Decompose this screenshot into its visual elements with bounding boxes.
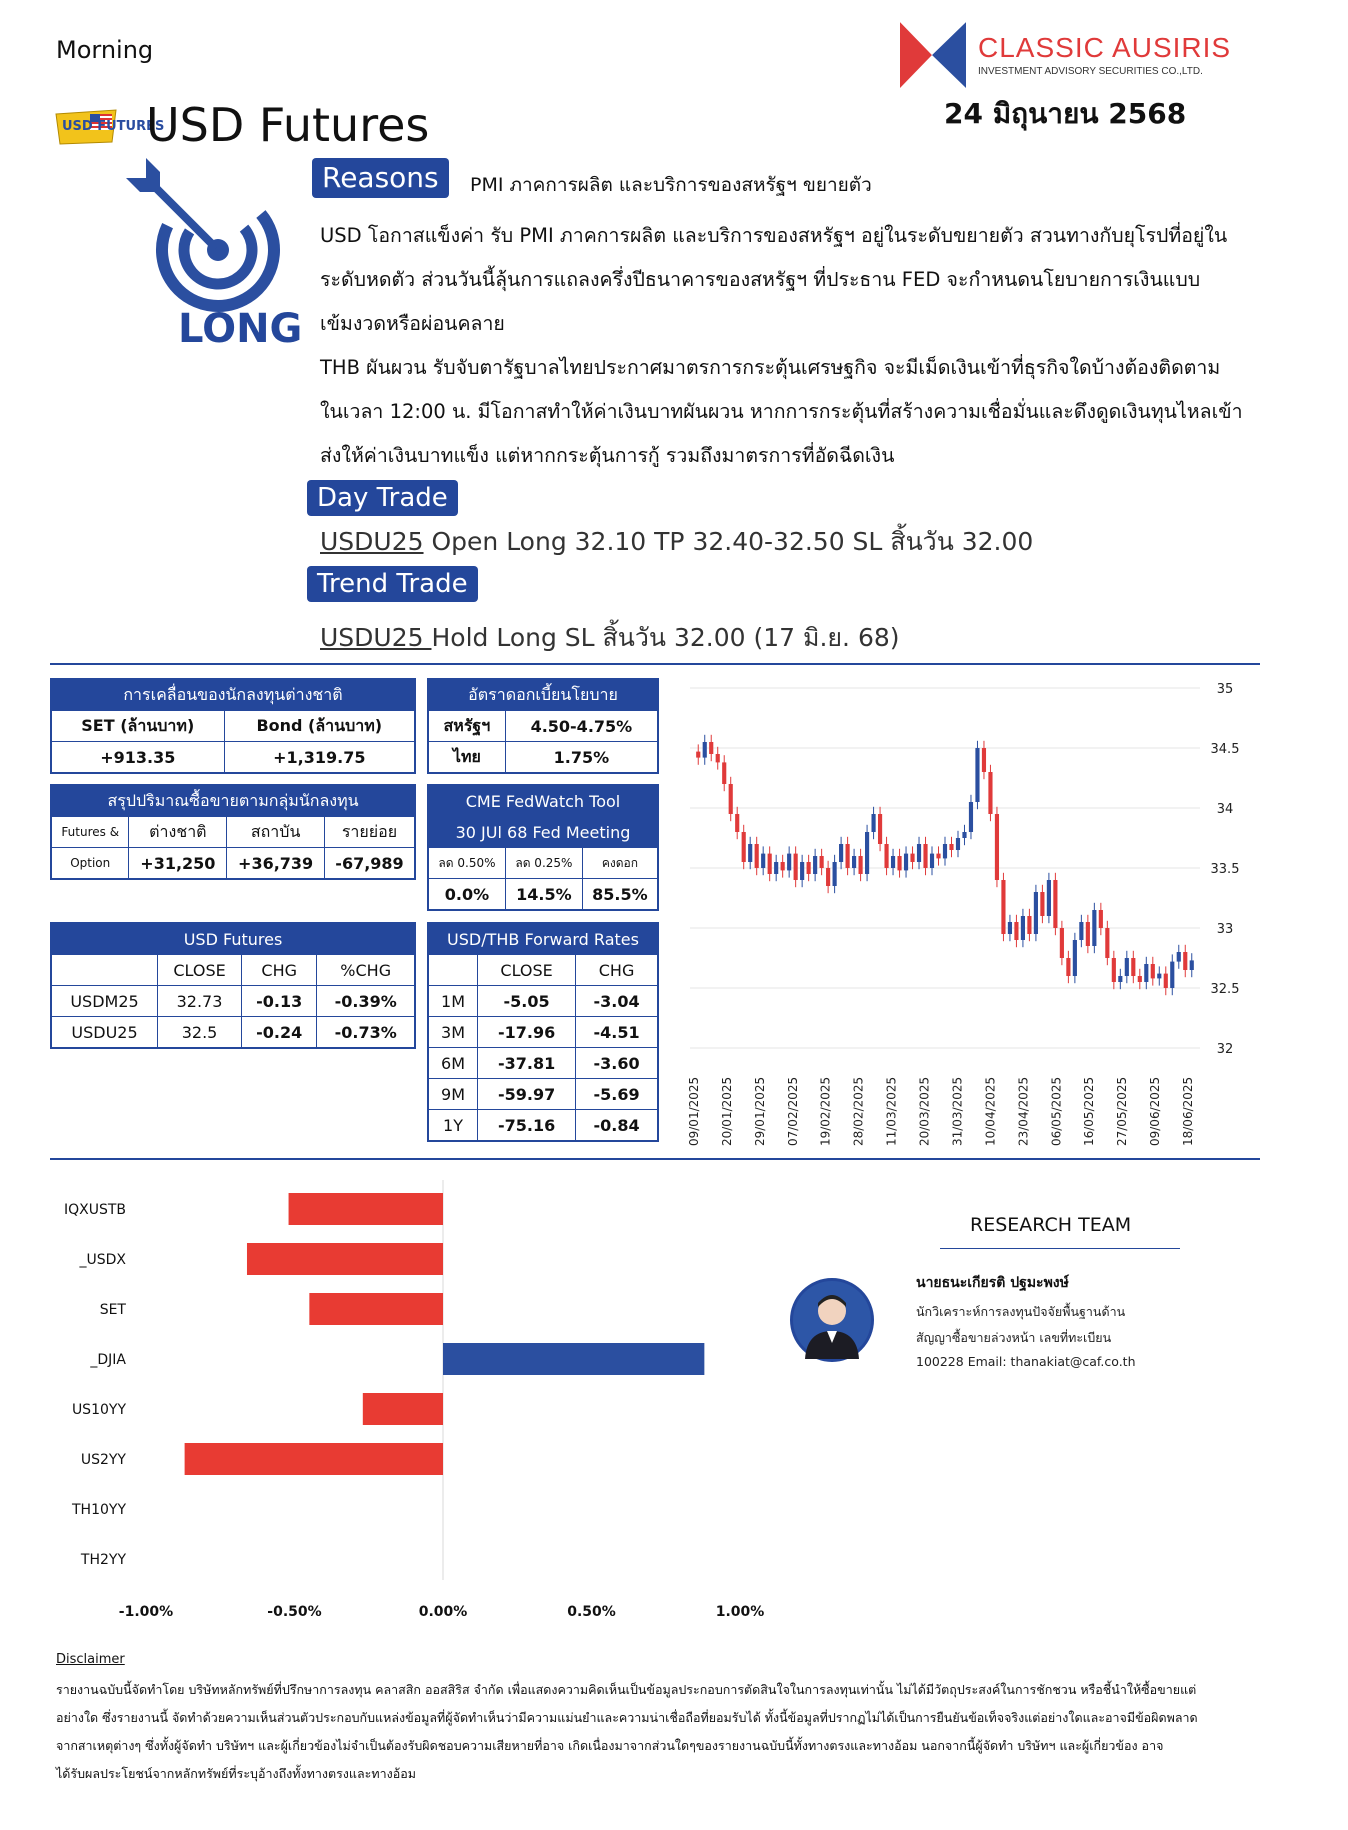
reasons-line: ส่งให้ค่าเงินบาทแข็ง แต่หากกระตุ้นการกู้ รวมถึงมาตรการที่อัดฉีดเงิน <box>320 444 895 467</box>
candle-body <box>833 862 837 886</box>
avatar <box>790 1278 874 1362</box>
candle-body <box>1138 976 1142 982</box>
table-cell: +36,739 <box>227 848 325 880</box>
table-title: การเคลื่อนของนักลงทุนต่างชาติ <box>51 679 415 711</box>
disclaimer-line: ได้รับผลประโยชน์จากหลักทรัพย์ที่ระบุอ้างถึงทั้งทางตรงและทางอ้อม <box>56 1766 416 1781</box>
bar-category-label: US10YY <box>71 1402 126 1418</box>
target-arrow-icon <box>126 158 276 308</box>
x-tick-label: 0.50% <box>567 1604 616 1620</box>
candle-body <box>839 844 843 862</box>
forward-rates-table <box>427 922 659 1142</box>
reasons-line: USD โอกาสแข็งค่า รับ PMI ภาคการผลิต และบริการของสหรัฐฯ อยู่ในระดับขยายตัว สวนทางกับยุโรปที่อยู่ใน <box>320 224 1228 247</box>
x-tick-label: 10/04/2025 <box>983 1076 998 1146</box>
table-cell: 32.73 <box>158 986 242 1017</box>
candle-body <box>1001 880 1005 934</box>
reasons-line: ระดับหดตัว ส่วนวันนี้ลุ้นการแถลงครึ่งปีธนาคารของสหรัฐฯ ที่ประธาน FED จะกำหนดนโยบายการเงินแบบ <box>320 268 1201 291</box>
table-title: อัตราดอกเบี้ยนโยบาย <box>428 679 658 711</box>
bar <box>363 1393 443 1425</box>
table-cell: -5.69 <box>576 1079 658 1110</box>
candle-body <box>1040 892 1044 916</box>
day-trade-line <box>320 522 1033 562</box>
table-cell: -4.51 <box>576 1017 658 1048</box>
table-cell: +31,250 <box>129 848 227 880</box>
table-cell: -0.39% <box>317 986 415 1017</box>
col-header: Bond (ล้านบาท) <box>224 711 415 742</box>
reasons-line: THB ผันผวน รับจับตารัฐบาลไทยประกาศมาตรการกระตุ้นเศรษฐกิจ จะมีเม็ดเงินเข้าที่ธุรกิจใดบ้างต้องติดตาม <box>320 356 1221 379</box>
table-row <box>428 986 658 1017</box>
research-title: RESEARCH TEAM <box>970 1214 1132 1236</box>
table-row <box>428 1110 658 1142</box>
candle-body <box>787 854 791 871</box>
col-header: CHG <box>576 955 658 986</box>
x-tick-label: 23/04/2025 <box>1016 1076 1031 1146</box>
trend-trade-tag: Trend Trade <box>307 566 478 602</box>
candle-body <box>1112 958 1116 982</box>
candle-body <box>1157 974 1161 979</box>
table-cell: 4.50-4.75% <box>505 711 658 742</box>
candle-body <box>865 832 869 874</box>
table-cell: 85.5% <box>582 879 658 911</box>
candle-body <box>1131 958 1135 976</box>
row-label: Option <box>51 848 129 880</box>
candle-body <box>1092 910 1096 946</box>
table-title: USD/THB Forward Rates <box>428 923 658 955</box>
candlestick-chart-svg <box>680 668 1240 1164</box>
bar <box>185 1443 443 1475</box>
page-title: USD Futures <box>146 98 430 152</box>
row-label: USDU25 <box>51 1017 158 1049</box>
bar-category-label: _USDX <box>79 1252 126 1268</box>
candle-body <box>768 854 772 874</box>
row-label: USDM25 <box>51 986 158 1017</box>
table-row <box>428 1017 658 1048</box>
candle-body <box>755 844 759 868</box>
x-tick-label: 19/02/2025 <box>818 1076 833 1146</box>
candle-body <box>1118 976 1122 982</box>
disclaimer-line: จากสาเหตุต่างๆ ซึ่งทั้งผู้จัดทำ บริษัทฯ และผู้เกี่ยวข้องไม่จำเป็นต้องรับผิดชอบความเสียหายที่อาจ เกิดเนื่องมาจากส่วนใดๆของรายงานฉบับนี้ทั้งทางตรงและทางอ้อม นอกจากนี้ผู้จัดทำ บริษัทฯ และผู้เกี่ยวข้อง อาจ <box>56 1738 1164 1753</box>
row-label: ไทย <box>428 742 505 774</box>
candle-body <box>884 844 888 868</box>
candle-body <box>716 754 720 762</box>
x-tick-label: 09/06/2025 <box>1148 1076 1163 1146</box>
y-tick-label: 33.5 <box>1210 862 1240 877</box>
candle-body <box>1170 962 1174 988</box>
x-tick-label: -1.00% <box>118 1604 174 1620</box>
candle-body <box>722 762 726 784</box>
analyst-license: สัญญาซื้อขายล่วงหน้า เลขที่ทะเบียน <box>916 1330 1112 1345</box>
candle-body <box>1034 892 1038 934</box>
candle-body <box>742 832 746 862</box>
col-header: CLOSE <box>478 955 576 986</box>
x-tick-label: 29/01/2025 <box>752 1076 767 1146</box>
row-label: 3M <box>428 1017 478 1048</box>
x-tick-label: 27/05/2025 <box>1115 1076 1130 1146</box>
table-cell: 1.75% <box>505 742 658 774</box>
y-tick-label: 32.5 <box>1210 982 1240 997</box>
disclaimer-line: อย่างใด ซึ่งรายงานนี้ จัดทำด้วยความเห็นส่วนตัวประกอบกับแหล่งข้อมูลที่ผู้จัดทำเห็นว่ามีความแม่นยำและความน่าเชื่อถือที่ยอมรับได้ ทั้งนี้ข้อมูลที่ปรากฏไม่ได้เป็นการยืนยันข้อเท็จจริงแต่อย่างใดและอาจมีข้อผิดพลาด <box>56 1710 1198 1725</box>
x-tick-label: 07/02/2025 <box>785 1076 800 1146</box>
price-chart <box>680 668 1240 1164</box>
candle-body <box>975 748 979 802</box>
table-row <box>51 986 415 1017</box>
candle-body <box>923 844 927 868</box>
x-tick-label: 06/05/2025 <box>1049 1076 1064 1146</box>
analyst-name: นายธนะเกียรติ ปฐมะพงษ์ <box>916 1275 1069 1291</box>
divider <box>50 663 1260 665</box>
candle-body <box>794 854 798 880</box>
candle-body <box>1164 974 1168 988</box>
candle-body <box>826 868 830 886</box>
candle-body <box>1073 940 1077 976</box>
fedwatch-table <box>427 784 659 911</box>
candle-body <box>1021 916 1025 940</box>
trend-trade-text: Hold Long SL สิ้นวัน 32.00 (17 มิ.ย. 68) <box>431 623 900 652</box>
candle-body <box>1086 922 1090 946</box>
bar-category-label: US2YY <box>80 1452 126 1468</box>
x-tick-label: 09/01/2025 <box>687 1076 701 1146</box>
x-tick-label: 20/01/2025 <box>719 1076 734 1146</box>
x-tick-label: 1.00% <box>715 1604 765 1620</box>
candle-body <box>1047 880 1051 916</box>
candle-body <box>703 742 707 758</box>
report-date: 24 มิถุนายน 2568 <box>944 97 1187 130</box>
candle-body <box>709 742 713 754</box>
table-cell: -75.16 <box>478 1110 576 1142</box>
table-cell: -17.96 <box>478 1017 576 1048</box>
col-header: CLOSE <box>158 955 242 986</box>
table-row <box>428 1079 658 1110</box>
candle-body <box>774 862 778 874</box>
disclaimer-text <box>56 1676 1256 1788</box>
candle-body <box>1125 958 1129 976</box>
candle-body <box>761 854 765 868</box>
investor-group-table <box>50 784 416 880</box>
candle-body <box>859 856 863 874</box>
bar-category-label: TH10YY <box>72 1502 126 1518</box>
col-header: %CHG <box>317 955 415 986</box>
row-label: 9M <box>428 1079 478 1110</box>
day-trade-symbol: USDU25 <box>320 527 424 556</box>
candle-body <box>813 856 817 874</box>
table-cell: -0.84 <box>576 1110 658 1142</box>
y-tick-label: 33 <box>1216 922 1234 937</box>
usd-futures-table <box>50 922 416 1049</box>
x-tick-label: 18/06/2025 <box>1181 1076 1195 1146</box>
x-tick-label: 11/03/2025 <box>884 1076 899 1146</box>
col-header: คงดอก <box>582 848 658 879</box>
trend-trade-symbol: USDU25 <box>320 623 432 652</box>
row-label: สหรัฐฯ <box>428 711 505 742</box>
x-tick-label: 0.00% <box>418 1604 468 1620</box>
table-cell: -0.24 <box>242 1017 317 1049</box>
usd-futures-logo <box>54 104 165 148</box>
policy-rate-table <box>427 678 659 774</box>
candle-body <box>1190 960 1194 970</box>
trend-trade-line <box>320 618 900 658</box>
candle-body <box>962 832 966 838</box>
y-tick-label: 32 <box>1216 1042 1234 1057</box>
candle-body <box>995 814 999 880</box>
bar <box>443 1343 704 1375</box>
session-label: Morning <box>56 36 154 64</box>
day-trade-text: Open Long 32.10 TP 32.40-32.50 SL สิ้นวัน 32.00 <box>423 527 1034 556</box>
table-title: USD Futures <box>51 923 415 955</box>
candle-body <box>969 802 973 832</box>
candle-body <box>820 856 824 868</box>
table-cell: 14.5% <box>505 879 582 911</box>
bar <box>309 1293 443 1325</box>
table-cell: -0.13 <box>242 986 317 1017</box>
candle-body <box>891 856 895 868</box>
table-cell: -59.97 <box>478 1079 576 1110</box>
candle-body <box>748 844 752 862</box>
table-row <box>51 1017 415 1049</box>
candle-body <box>1144 964 1148 982</box>
analyst-title: นักวิเคราะห์การลงทุนปัจจัยพื้นฐานด้าน <box>916 1304 1126 1319</box>
bar-category-label: IQXUSTB <box>63 1202 126 1218</box>
table-cell: +913.35 <box>51 742 224 774</box>
candle-body <box>904 854 908 871</box>
bar <box>247 1243 443 1275</box>
candle-body <box>852 856 856 868</box>
candle-body <box>1151 964 1155 978</box>
bar-chart-svg <box>50 1180 770 1640</box>
row-label: 1Y <box>428 1110 478 1142</box>
bar-category-label: SET <box>99 1302 126 1318</box>
candle-body <box>1060 928 1064 958</box>
candle-body <box>807 862 811 874</box>
research-underline <box>940 1248 1180 1249</box>
candle-body <box>871 814 875 832</box>
foreign-flow-table <box>50 678 416 774</box>
candle-body <box>846 844 850 868</box>
x-tick-label: 28/02/2025 <box>851 1076 866 1146</box>
col-header: ต่างชาติ <box>129 817 227 848</box>
table-cell: 32.5 <box>158 1017 242 1049</box>
usd-logo-text: USD FUTURES <box>62 119 165 134</box>
table-cell: -5.05 <box>478 986 576 1017</box>
col-header: สถาบัน <box>227 817 325 848</box>
bar-category-label: _DJIA <box>90 1352 126 1368</box>
candle-body <box>1183 952 1187 970</box>
table-title: CME FedWatch Tool <box>428 785 658 817</box>
table-row <box>428 1048 658 1079</box>
signal-label: LONG <box>178 306 303 352</box>
col-header: ลด 0.50% <box>428 848 505 879</box>
candle-body <box>1027 916 1031 934</box>
brand-name: CLASSIC AUSIRIS <box>978 32 1232 63</box>
candle-body <box>1066 958 1070 976</box>
col-header <box>51 955 158 986</box>
col-header <box>428 955 478 986</box>
table-cell: -0.73% <box>317 1017 415 1049</box>
candle-body <box>1014 922 1018 940</box>
candle-body <box>878 814 882 844</box>
candle-body <box>735 814 739 832</box>
col-header: CHG <box>242 955 317 986</box>
table-cell: -37.81 <box>478 1048 576 1079</box>
table-cell: -67,989 <box>324 848 415 880</box>
row-label: 6M <box>428 1048 478 1079</box>
row-label: 1M <box>428 986 478 1017</box>
bar <box>289 1193 443 1225</box>
table-cell: -3.04 <box>576 986 658 1017</box>
y-tick-label: 34.5 <box>1210 742 1240 757</box>
analyst-email: 100228 Email: thanakiat@caf.co.th <box>916 1354 1136 1369</box>
divider <box>50 1158 1260 1160</box>
candle-body <box>936 854 940 859</box>
bar-category-label: TH2YY <box>80 1552 126 1568</box>
col-header: ลด 0.25% <box>505 848 582 879</box>
candle-body <box>917 844 921 862</box>
table-cell: -3.60 <box>576 1048 658 1079</box>
candle-body <box>910 854 914 862</box>
candle-body <box>1053 880 1057 928</box>
disclaimer-line: รายงานฉบับนี้จัดทำโดย บริษัทหลักทรัพย์ที่ปรึกษาการลงทุน คลาสสิก ออสสิริส จำกัด เพื่อแสดงความคิดเห็นเป็นข้อมูลประกอบการตัดสินใจในการลงทุนเท่านั้น ไม่ได้มีวัตถุประสงค์ในการชักชวน หรือชี้นำให้ซื้อขายแต่ <box>56 1682 1197 1697</box>
table-title: สรุปปริมาณซื้อขายตามกลุ่มนักลงทุน <box>51 785 415 817</box>
table-subtitle: 30 JUl 68 Fed Meeting <box>428 817 658 848</box>
reasons-title: PMI ภาคการผลิต และบริการของสหรัฐฯ ขยายตัว <box>470 174 872 196</box>
table-cell: +1,319.75 <box>224 742 415 774</box>
row-label: Futures & <box>51 817 129 848</box>
candle-body <box>949 844 953 850</box>
candle-body <box>1099 910 1103 928</box>
candle-body <box>897 856 901 870</box>
x-tick-label: 20/03/2025 <box>917 1076 932 1146</box>
market-change-chart <box>50 1180 770 1640</box>
y-tick-label: 35 <box>1216 682 1234 697</box>
candle-body <box>956 838 960 850</box>
x-tick-label: -0.50% <box>267 1604 322 1620</box>
candle-body <box>988 772 992 814</box>
day-trade-tag: Day Trade <box>307 480 458 516</box>
candle-body <box>729 784 733 814</box>
candle-body <box>696 752 700 758</box>
candle-body <box>1079 922 1083 940</box>
candle-body <box>781 862 785 870</box>
candle-body <box>1105 928 1109 958</box>
x-tick-label: 31/03/2025 <box>950 1076 965 1146</box>
candle-body <box>1177 952 1181 962</box>
disclaimer-title: Disclaimer <box>56 1652 125 1667</box>
candle-body <box>930 854 934 868</box>
reasons-line: เข้มงวดหรือผ่อนคลาย <box>320 312 505 335</box>
y-tick-label: 34 <box>1216 802 1234 817</box>
brand-subtitle: INVESTMENT ADVISORY SECURITIES CO.,LTD. <box>978 66 1203 77</box>
candle-body <box>982 748 986 772</box>
candle-body <box>800 862 804 880</box>
candle-body <box>1008 922 1012 934</box>
col-header: รายย่อย <box>324 817 415 848</box>
reasons-line: ในเวลา 12:00 น. มีโอกาสทำให้ค่าเงินบาทผันผวน หากการกระตุ้นที่สร้างความเชื่อมั่นและดึงดูดเงินทุนไหลเข้า <box>320 400 1243 423</box>
candle-body <box>943 844 947 858</box>
x-tick-label: 16/05/2025 <box>1082 1076 1097 1146</box>
table-cell: 0.0% <box>428 879 505 911</box>
reasons-tag: Reasons <box>312 158 449 198</box>
col-header: SET (ล้านบาท) <box>51 711 224 742</box>
